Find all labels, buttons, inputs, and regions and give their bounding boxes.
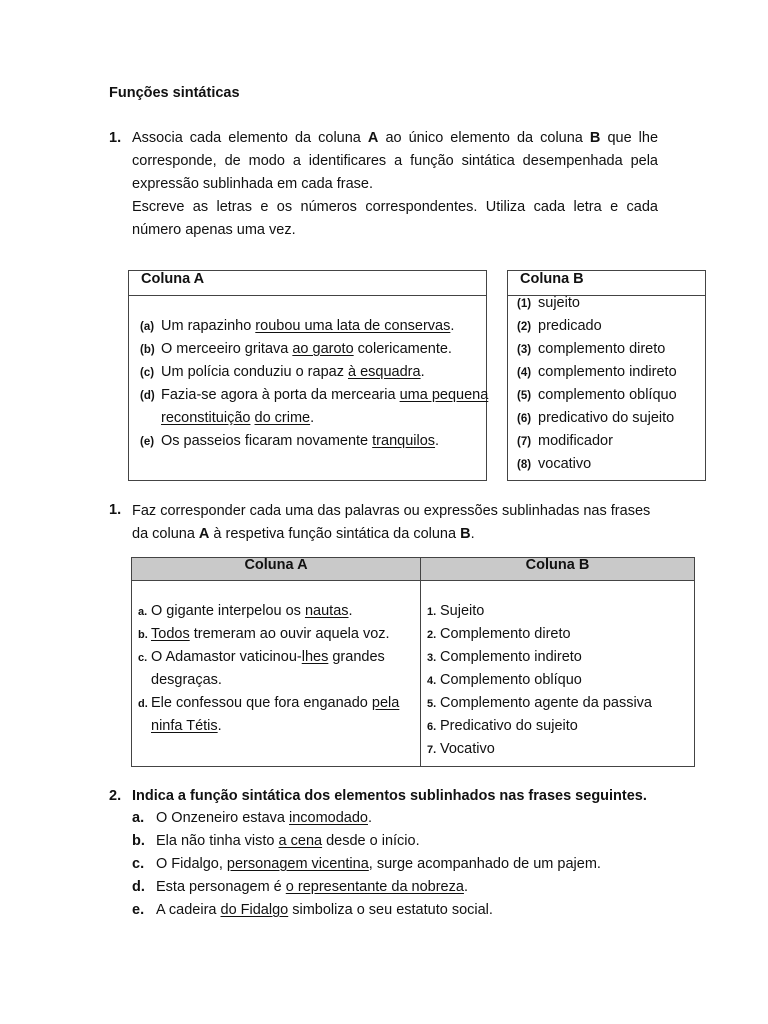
underlined-text: ninfa Tétis [151,718,218,734]
column-b-item [517,385,677,406]
page-title: Funções sintáticas [109,85,240,101]
underlined-text: do Fidalgo [220,902,289,918]
item-text [538,339,665,359]
item-text [440,739,495,759]
item-text [440,716,578,736]
item-text [156,877,468,897]
text-part: simboliza o seu estatuto social. [288,902,493,918]
item-text [151,716,222,736]
text-part: Complemento indireto [440,649,582,665]
item-label: (e) [140,436,155,448]
item-label: (5) [517,390,532,402]
table-2-col-b-item [427,647,582,668]
question-2-instruction: Indica a função sintática dos elementos sublinhados nas frases seguintes. [132,788,647,804]
text-part: , surge acompanhado de um pajem. [368,856,601,872]
item-label: d. [132,879,145,895]
item-label: (1) [517,298,532,310]
item-text [161,316,454,336]
text-part: grandes [328,649,385,665]
table-2-divider [420,558,421,766]
item-label: 2. [427,629,437,641]
item-text [156,854,601,874]
underlined-text: nautas [304,603,349,619]
item-text [156,900,493,920]
item-text [151,647,385,667]
text-part: A cadeira [156,902,221,918]
question-2-number: 2. [109,788,122,804]
text-part: Fazia-se agora à porta da mercearia [161,387,400,403]
item-text [161,339,452,359]
item-text [151,601,353,621]
text-part: . [435,433,440,449]
column-b-item [517,362,677,383]
question-2-item [132,900,493,920]
column-a-item [140,339,452,360]
item-text [538,316,602,336]
column-a-item [140,362,425,383]
text-part: . [420,364,425,380]
instr-line2: Escreve as letras e os números correspondentes. Utiliza cada letra e cada número apenas uma vez. [132,199,658,238]
underlined-text: ao garoto [292,341,354,357]
question-1a-number: 1. [109,130,122,146]
q1b-line2-part: da coluna [132,526,199,542]
column-a-header: Coluna A [129,271,486,296]
item-text [538,454,591,474]
item-text [538,408,674,428]
item-label: (c) [140,367,155,379]
text-part: O Onzeneiro estava [156,810,289,826]
item-text [538,431,613,451]
text-part: . [310,410,315,426]
underlined-text: tranquilos [372,433,436,449]
text-part: O Adamastor vaticinou- [151,649,302,665]
question-2-item [132,831,420,851]
underlined-text: incomodado [289,810,368,826]
text-part: O gigante interpelou os [151,603,305,619]
item-label: 7. [427,744,437,756]
text-part: . [450,318,455,334]
item-label: e. [132,902,145,918]
table-2-col-b-header: Coluna B [525,557,590,573]
question-1a-instruction [132,127,658,242]
item-text [440,670,582,690]
text-part: . [463,879,468,895]
underlined-text: personagem vicentina [226,856,369,872]
table-2-col-b-item [427,624,571,645]
item-label: 1. [427,606,437,618]
text-part: vocativo [538,456,592,472]
table-2-col-a-item [138,647,385,668]
item-text [151,693,399,713]
column-b-item [517,316,602,337]
item-label: a. [132,810,145,826]
column-a-item [140,431,440,452]
item-label: (a) [140,321,155,333]
q1b-col-a: A [198,526,210,542]
item-label: (8) [517,459,532,471]
text-part: Predicativo do sujeito [440,718,578,734]
item-text [161,385,488,405]
text-part: complemento direto [538,341,666,357]
table-2-col-b-item [427,739,495,760]
underlined-text: pela [371,695,400,711]
text-part: Complemento direto [440,626,571,642]
instr-col-a: A [367,130,379,146]
text-part: tremeram ao ouvir aquela voz. [189,626,390,642]
table-2-col-b-item [427,693,652,714]
table-2-col-a-item [138,693,400,714]
item-label: a. [138,606,148,618]
column-b-item [517,339,666,360]
text-part: Vocativo [440,741,495,757]
column-b-item [517,431,613,452]
column-b-header: Coluna B [508,271,705,296]
text-part: Ele confessou que fora enganado [151,695,372,711]
item-text [151,670,222,690]
question-2-item [132,877,468,897]
item-text [538,293,580,313]
item-label: 5. [427,698,437,710]
q1b-col-b: B [460,526,471,542]
question-2-item [132,808,373,828]
text-part: desgraças. [151,672,222,688]
column-a-item [140,385,489,406]
column-b-item [517,454,592,475]
text-part: Ela não tinha visto [156,833,279,849]
instr-part: que lhe corresponde, de modo a identificares a função sintática desempenhada pela expressão sublinhada em cada frase. [132,130,659,192]
question-1b-number: 1. [109,502,122,518]
text-part: Um rapazinho [161,318,256,334]
underlined-text: reconstituição [161,410,251,426]
underlined-text: roubou uma lata de conservas [255,318,451,334]
text-part: . [368,810,373,826]
underlined-text: do crime [254,410,311,426]
item-text [161,431,439,451]
item-label: (b) [140,344,155,356]
question-1b-instruction [132,500,650,546]
text-part: colericamente. [353,341,452,357]
item-label: 6. [427,721,437,733]
item-label: (4) [517,367,532,379]
column-b-item [517,408,675,429]
text-part: . [348,603,353,619]
table-2-col-a-item [138,624,390,645]
item-label: d. [138,698,148,710]
instr-part: Associa cada elemento da coluna [132,130,361,146]
item-label: (d) [140,390,155,402]
text-part: predicativo do sujeito [538,410,675,426]
underlined-text: Todos [151,626,190,642]
text-part: complemento oblíquo [538,387,677,403]
item-text [538,362,677,382]
item-text [156,808,372,828]
table-2-col-a-item [138,601,353,622]
text-part: modificador [538,433,613,449]
item-text [151,624,390,644]
item-label: (6) [517,413,532,425]
item-label: (7) [517,436,532,448]
item-label: c. [138,652,148,664]
item-text [440,624,571,644]
text-part: complemento indireto [538,364,677,380]
text-part: predicado [538,318,602,334]
instr-col-b: B [589,130,601,146]
text-part: sujeito [538,295,580,311]
underlined-text: o representante da nobreza [285,879,464,895]
instr-part: ao único elemento da coluna [385,130,583,146]
item-text [538,385,677,405]
text-part: Esta personagem é [156,879,286,895]
item-text [440,693,652,713]
underlined-text: a cena [278,833,323,849]
item-text [440,601,484,621]
text-part: Um polícia conduziu o rapaz [161,364,348,380]
text-part: Complemento oblíquo [440,672,582,688]
underlined-text: à esquadra [348,364,421,380]
q1b-line1: Faz corresponder cada uma das palavras ou expressões sublinhadas nas frases [132,503,651,519]
item-label: (2) [517,321,532,333]
question-2-item [132,854,601,874]
text-part: desde o início. [322,833,420,849]
column-a-item [140,316,455,337]
table-2-col-b-item [427,601,485,622]
item-label: c. [132,856,145,872]
table-2-col-a-header: Coluna A [244,557,308,573]
item-text [161,408,314,428]
item-label: 4. [427,675,437,687]
item-text [440,647,582,667]
text-part: O merceeiro gritava [161,341,293,357]
underlined-text: lhes [301,649,329,665]
text-part: O Fidalgo, [156,856,227,872]
item-text [156,831,420,851]
item-label: (3) [517,344,532,356]
underlined-text: uma pequena [399,387,489,403]
text-part: Sujeito [440,603,485,619]
item-label: 3. [427,652,437,664]
table-2-col-b-item [427,670,582,691]
table-2-col-b-item [427,716,578,737]
item-label: b. [138,629,148,641]
q1b-line2-part: à respetiva função sintática da coluna [209,526,461,542]
text-part: Complemento agente da passiva [440,695,652,711]
text-part: . [217,718,222,734]
item-text [161,362,425,382]
text-part: Os passeios ficaram novamente [161,433,373,449]
q1b-line2-part: . [470,526,475,542]
column-b-item [517,293,580,314]
item-label: b. [132,833,145,849]
